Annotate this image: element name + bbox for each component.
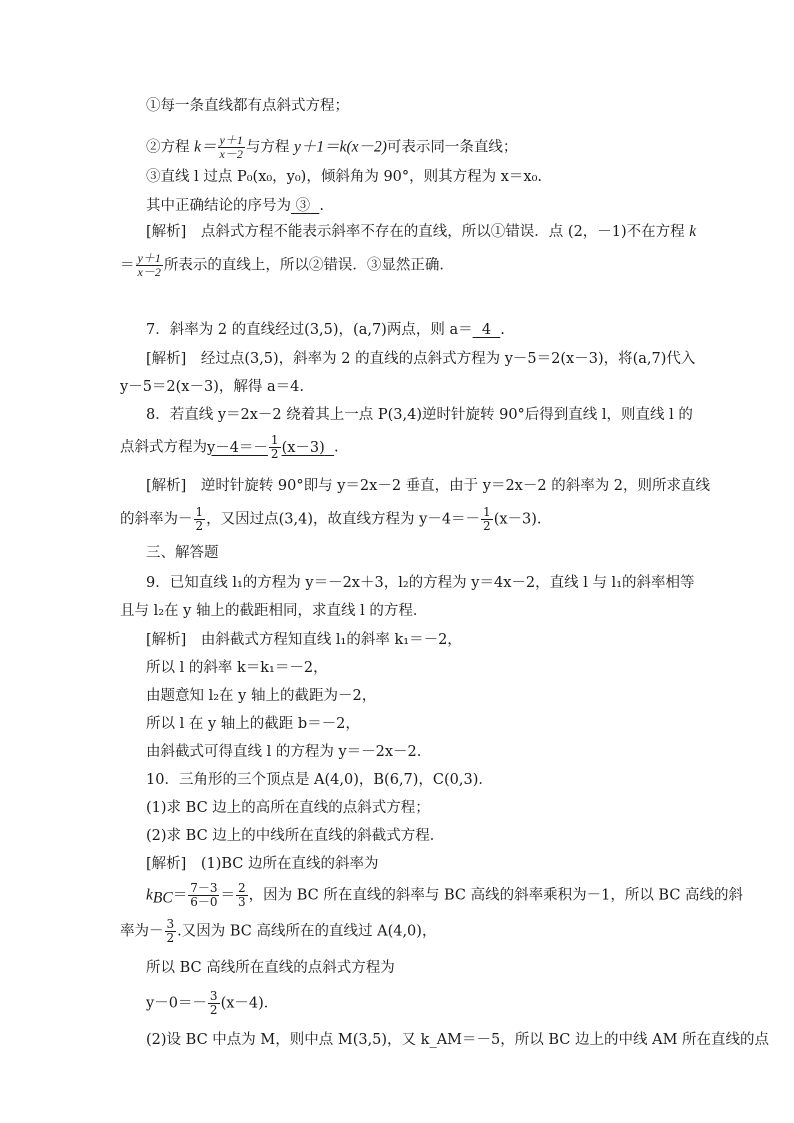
fraction xyxy=(269,434,281,461)
fraction xyxy=(188,882,219,909)
text: y－0＝－ xyxy=(146,995,207,1012)
answer: ③ xyxy=(295,198,311,214)
question-10-part1: (1)求 BC 边上的高所在直线的点斜式方程； xyxy=(146,800,430,816)
analysis-10a: [解析] (1)BC 边所在直线的斜率为 xyxy=(146,856,379,872)
question-10: 10．三角形的三个顶点是 A(4,0)，B(6,7)，C(0,3)． xyxy=(146,772,493,788)
question-9b: 且与 l₂在 y 轴上的截距相同，求直线 l 的方程． xyxy=(120,603,428,619)
analysis-9d: 所以 l 在 y 轴上的截距 b＝－2， xyxy=(146,716,360,732)
numerator: 7－3 xyxy=(190,881,218,895)
text: ，又因过点(3,4)，故直线方程为 y－4＝－ xyxy=(206,511,481,528)
statement-3: ③直线 l 过点 P₀(x₀，y₀)，倾斜角为 90°，则其方程为 x＝x₀. xyxy=(146,169,543,185)
numerator: 1 xyxy=(195,505,204,519)
question-8b: 点斜式方程为y－4＝－ $\frac{1}{2}$ (x－3) . xyxy=(120,433,339,461)
denominator: 2 xyxy=(195,519,204,533)
text: 7．斜率为 2 的直线经过(3,5)，(a,7)两点，则 a＝ xyxy=(146,322,473,338)
numerator: 3 xyxy=(209,989,218,1003)
denominator: x－2 xyxy=(219,147,243,161)
question-8a: 8．若直线 y＝2x－2 绕着其上一点 P(3,4)逆时针旋转 90°后得到直线 l，则直线 l 的 xyxy=(146,407,693,423)
fraction xyxy=(208,990,220,1017)
numerator: y＋1 xyxy=(219,133,243,147)
eq-y1: y＋1＝k(x－2) xyxy=(293,138,387,156)
analysis-8b xyxy=(120,506,542,533)
analysis-9b: 所以 l 的斜率 k＝k₁＝－2， xyxy=(146,660,328,676)
text: ＝ xyxy=(220,887,235,904)
text: ②方程 xyxy=(146,139,195,156)
denominator: 3 xyxy=(237,895,246,909)
answer: 4 xyxy=(481,322,492,338)
text: ，因为 BC 所在直线的斜率与 BC 高线的斜率乘积为－1，所以 BC 高线的斜 xyxy=(248,887,744,904)
text: 的斜率为－ xyxy=(120,511,193,528)
text: 与方程 xyxy=(245,139,294,156)
text: 可表示同一条直线； xyxy=(386,139,518,156)
text: ＝ xyxy=(172,887,188,904)
text: (x－4)． xyxy=(220,995,279,1012)
numerator: 3 xyxy=(166,917,175,931)
fraction xyxy=(136,252,163,279)
numerator: 1 xyxy=(483,505,491,519)
denominator: x－2 xyxy=(137,265,161,279)
denominator: 2 xyxy=(209,1003,218,1017)
analysis-7b: y－5＝2(x－3)，解得 a＝4. xyxy=(120,379,304,395)
answer-blank xyxy=(473,322,501,338)
text: .又因为 BC 高线所在的直线过 A(4,0)， xyxy=(177,923,437,940)
var-k: k xyxy=(146,886,153,904)
analysis-6a xyxy=(146,222,696,242)
answer-blank xyxy=(291,198,319,214)
text: [解析] 点斜式方程不能表示斜率不存在的直线，所以①错误．点 (2，－1)不在方程 xyxy=(146,224,690,240)
eq-k: k＝ xyxy=(194,138,217,156)
analysis-10b xyxy=(146,882,743,909)
subscript: BC xyxy=(152,889,173,907)
analysis-9e: 由斜截式可得直线 l 的方程为 y＝－2x－2. xyxy=(146,744,422,760)
analysis-10f: (2)设 BC 中点为 M，则中点 M(3,5)，又 k_AM＝－5，所以 BC 边上的中线 AM 所在直线的点 xyxy=(146,1032,770,1048)
denominator: 2 xyxy=(166,931,175,945)
numerator: 2 xyxy=(237,881,246,895)
question-7: 7．斜率为 2 的直线经过(3,5)，(a,7)两点，则 a＝ 4 . xyxy=(146,322,505,338)
section-heading: 三、解答题 xyxy=(146,545,219,561)
analysis-9a: [解析] 由斜截式方程知直线 l₁的斜率 k₁＝－2， xyxy=(146,632,462,648)
denominator: 2 xyxy=(483,519,491,533)
text: ＝ xyxy=(120,257,135,274)
text: 其中正确结论的序号为 xyxy=(146,198,291,214)
analysis-10c xyxy=(120,918,436,945)
text: 点斜式方程为 xyxy=(120,439,207,456)
question-9a: 9．已知直线 l₁的方程为 y＝－2x＋3，l₂的方程为 y＝4x－2，直线 l 与 l₁的斜率相等 xyxy=(146,575,695,591)
text: (x－3). xyxy=(493,511,542,528)
statement-2 xyxy=(146,134,517,161)
denominator: 2 xyxy=(270,447,279,461)
denominator: 6－0 xyxy=(190,895,218,909)
answer-part: y－4＝－ xyxy=(207,439,268,456)
fraction xyxy=(218,134,245,161)
text: 所表示的直线上，所以②错误．③显然正确． xyxy=(163,257,454,274)
answer-part: (x－3) xyxy=(281,439,325,456)
fraction xyxy=(236,882,248,909)
text: 率为－ xyxy=(120,923,164,940)
question-10-part2: (2)求 BC 边上的中线所在直线的斜截式方程． xyxy=(146,828,445,844)
analysis-10d: 所以 BC 高线所在直线的点斜式方程为 xyxy=(146,960,395,976)
fraction xyxy=(194,506,206,533)
numerator: y＋1 xyxy=(137,251,161,265)
question-conclusion: 其中正确结论的序号为 ③ . xyxy=(146,198,324,214)
fraction xyxy=(481,506,493,533)
analysis-10e xyxy=(146,990,278,1017)
analysis-8a: [解析] 逆时针旋转 90°即与 y＝2x－2 垂直，由于 y＝2x－2 的斜率为 2，则所求直线 xyxy=(146,478,711,494)
analysis-9c: 由题意知 l₂在 y 轴上的截距为－2， xyxy=(146,688,377,704)
numerator: 1 xyxy=(270,433,279,447)
var-k: k xyxy=(689,223,697,240)
fraction xyxy=(165,918,177,945)
analysis-6b xyxy=(120,252,454,279)
analysis-7a: [解析] 经过点(3,5)，斜率为 2 的直线的点斜式方程为 y－5＝2(x－3)，将(a,7)代入 xyxy=(146,351,696,367)
statement-1: ①每一条直线都有点斜式方程； xyxy=(146,98,349,114)
